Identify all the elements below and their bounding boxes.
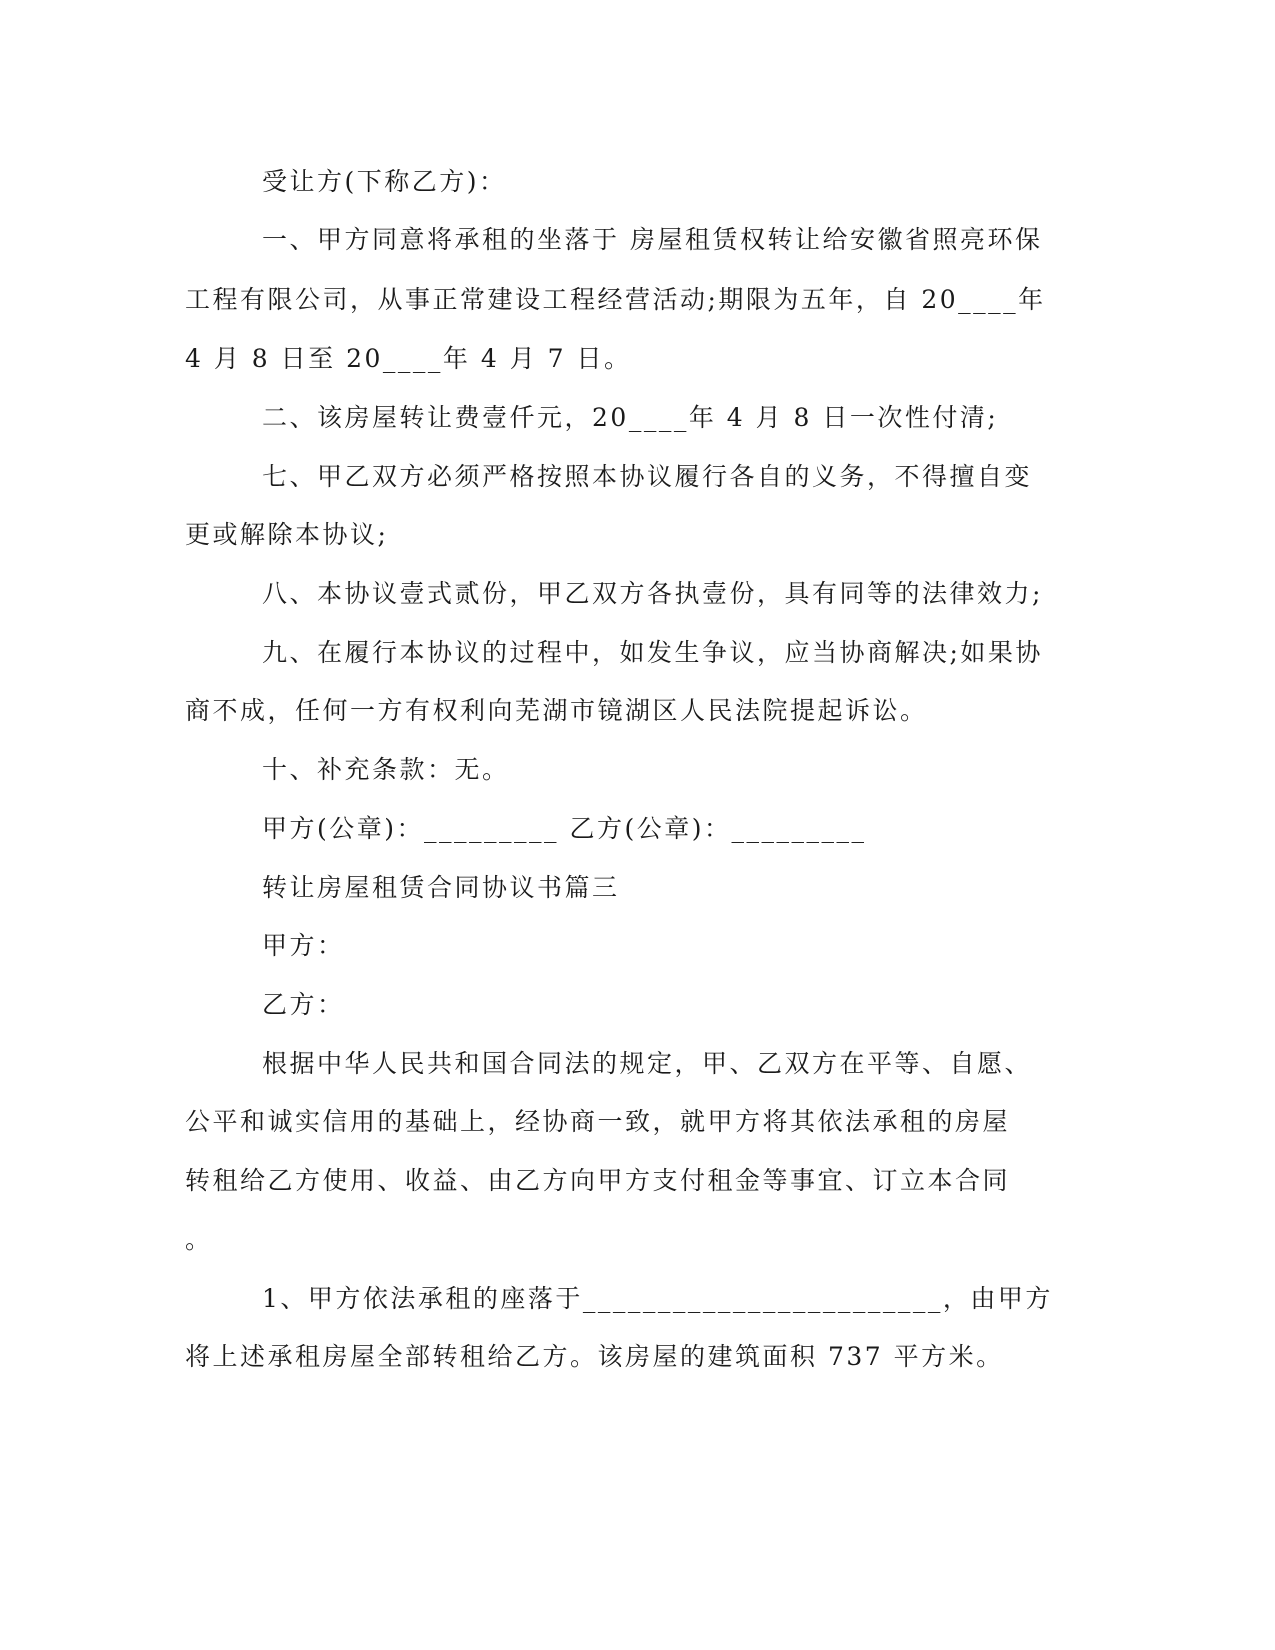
clause-10: 十、补充条款：无。 (262, 755, 510, 784)
clause-1-line-3: 4 月 8 日至 20____年 4 月 7 日。 (185, 344, 632, 373)
article-1-line-1: 1、甲方依法承租的座落于________________________，由甲方 (262, 1284, 1053, 1313)
clause-8: 八、本协议壹式贰份，甲乙双方各执壹份，具有同等的法律效力; (262, 579, 1043, 608)
clause-1-line-1: 一、甲方同意将承租的坐落于 房屋租赁权转让给安徽省照亮环保 (262, 225, 1043, 254)
clause-2: 二、该房屋转让费壹仟元，20____年 4 月 8 日一次性付清; (262, 403, 999, 432)
preamble-line-1: 根据中华人民共和国合同法的规定，甲、乙双方在平等、自愿、 (262, 1049, 1033, 1078)
transferee-heading: 受让方(下称乙方)： (262, 167, 507, 196)
clause-9-line-2: 商不成，任何一方有权利向芜湖市镜湖区人民法院提起诉讼。 (185, 696, 928, 725)
preamble-line-3: 转租给乙方使用、收益、由乙方向甲方支付租金等事宜、订立本合同 (185, 1166, 1011, 1195)
clause-9-line-1: 九、在履行本协议的过程中，如发生争议，应当协商解决;如果协 (262, 638, 1043, 667)
clause-7-line-2: 更或解除本协议; (185, 520, 389, 549)
section-title: 转让房屋租赁合同协议书篇三 (262, 873, 620, 902)
preamble-line-2: 公平和诚实信用的基础上，经协商一致，就甲方将其依法承租的房屋 (185, 1107, 1011, 1136)
party-a-label: 甲方： (262, 931, 345, 960)
clause-1-line-2: 工程有限公司，从事正常建设工程经营活动;期限为五年，自 20____年 (185, 285, 1046, 314)
article-1-line-2: 将上述承租房屋全部转租给乙方。该房屋的建筑面积 737 平方米。 (185, 1342, 1004, 1371)
preamble-line-4: 。 (185, 1225, 213, 1254)
party-b-label: 乙方： (262, 990, 345, 1019)
clause-7-line-1: 七、甲乙双方必须严格按照本协议履行各自的义务，不得擅自变 (262, 462, 1033, 491)
signature-line: 甲方(公章)：_________ 乙方(公章)：_________ (262, 814, 867, 843)
